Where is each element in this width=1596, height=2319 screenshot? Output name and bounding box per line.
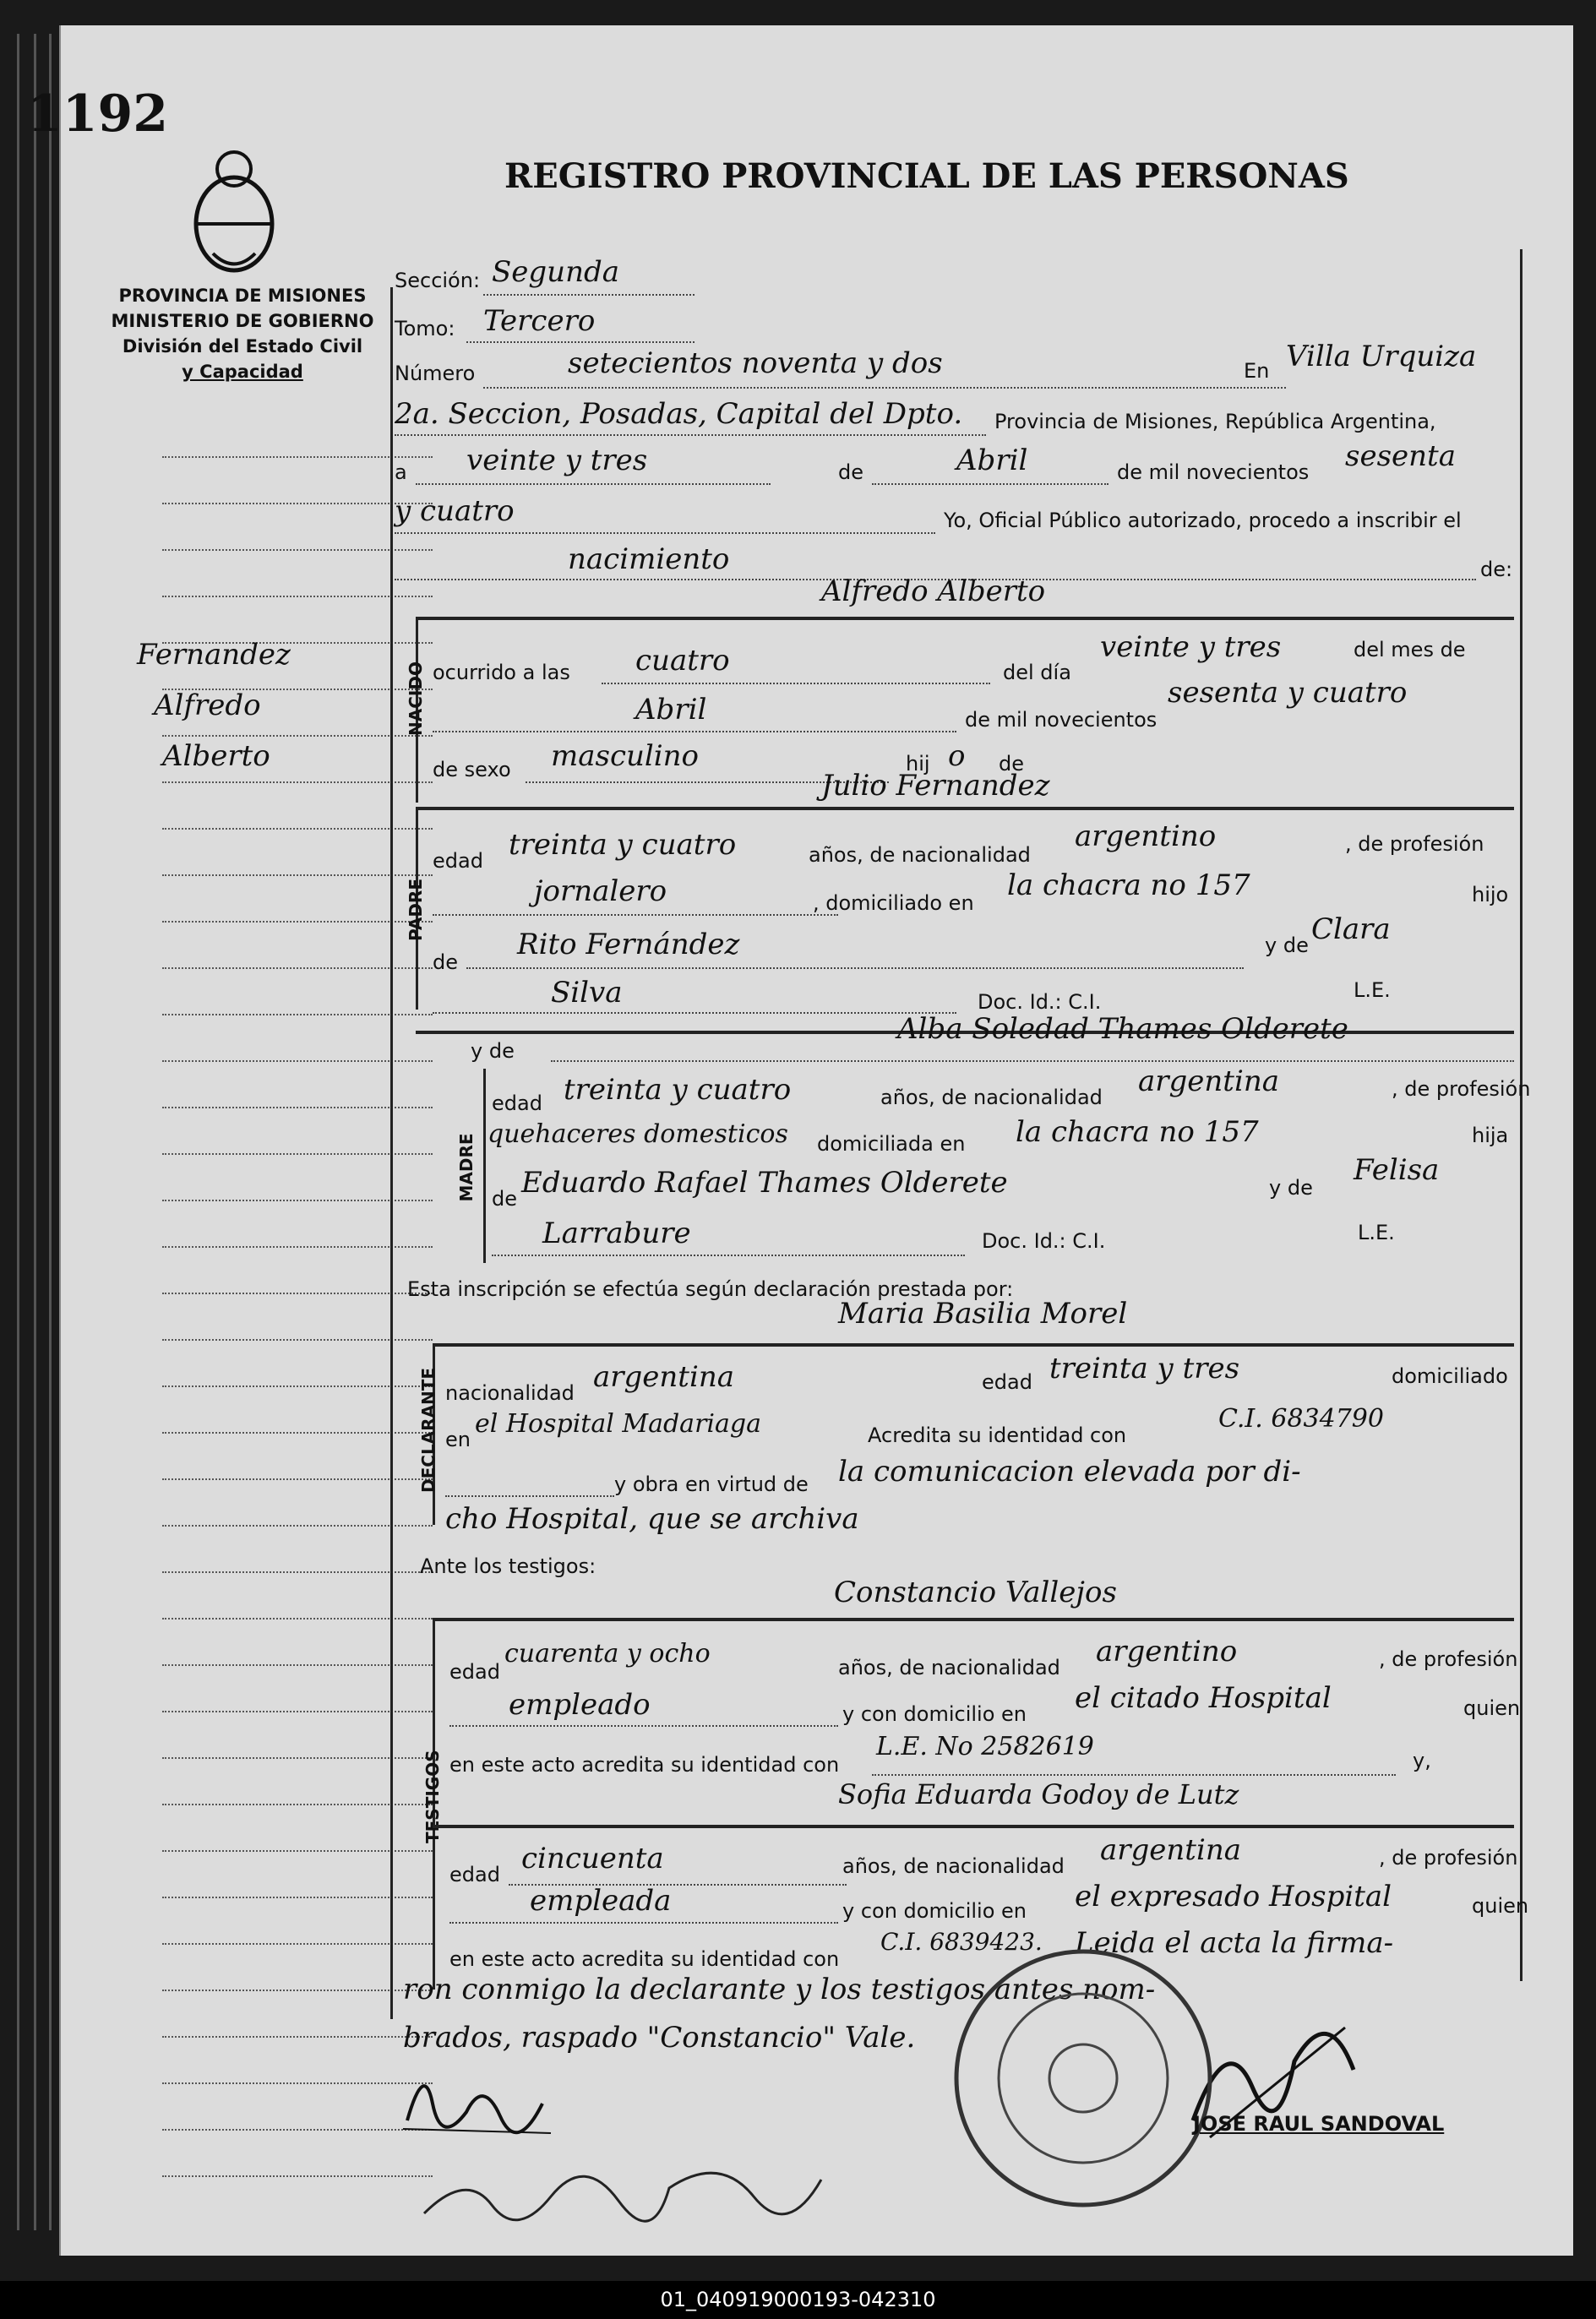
nacido-nombre: Alfredo Alberto (821, 574, 1046, 608)
closing-line-2: ron conmigo la declarante y los testigos antes nom- (403, 1973, 1156, 2006)
sexo-label: de sexo (433, 758, 511, 781)
profesion-label: , de profesión (1379, 1846, 1518, 1870)
documento-value: C.I. 6834790 (1218, 1404, 1384, 1434)
testigos-signature (416, 2137, 855, 2230)
virtud-value: la comunicacion elevada por di- (838, 1455, 1301, 1489)
column-border (1520, 249, 1522, 1981)
margin-surname: Fernandez (137, 638, 291, 672)
edad-value: treinta y cuatro (509, 828, 737, 862)
office-line: PROVINCIA DE MISIONES (118, 286, 367, 306)
dotted-rule (449, 1725, 838, 1727)
hija-label: hija (1472, 1124, 1509, 1147)
abuela-value: Felisa (1354, 1153, 1440, 1187)
tomo-label: Tomo: (395, 317, 455, 340)
section-rule (433, 1618, 1514, 1621)
footer-code: 01_040919000193-042310 (660, 2288, 936, 2311)
nacionalidad-label: nacionalidad (445, 1381, 575, 1405)
edad-label: edad (449, 1660, 500, 1684)
domicilio-label: , domiciliado en (813, 891, 974, 915)
domicilio-value: la chacra no 157 (1016, 1115, 1259, 1149)
doc-label: Doc. Id.: C.I. (982, 1229, 1106, 1253)
tomo-value: Tercero (483, 304, 596, 338)
closing-line-3: brados, raspado "Constancio" Vale. (403, 2021, 916, 2055)
declarante-nombre: Maria Basilia Morel (838, 1297, 1128, 1331)
profesion-label: , de profesión (1345, 832, 1484, 856)
coat-of-arms-icon (188, 144, 281, 279)
documento-value: L.E. No 2582619 (876, 1732, 1094, 1761)
margin-rule (162, 2036, 433, 2038)
oficial-text: Yo, Oficial Público autorizado, procedo a inscribir el (944, 509, 1462, 532)
domicilio-value: la chacra no 157 (1007, 868, 1250, 902)
profesion-value: jornalero (534, 874, 667, 908)
a-label: a (395, 460, 407, 484)
dotted-rule (433, 731, 956, 732)
domiciliado-label: domiciliado (1392, 1364, 1508, 1388)
nacionalidad-value: argentina (1100, 1833, 1242, 1867)
domicilio-value: el citado Hospital (1075, 1681, 1332, 1715)
padre-nombre: Julio Fernandez (821, 769, 1050, 803)
domicilio-value: el expresado Hospital (1075, 1880, 1392, 1913)
nacionalidad-value: argentino (1096, 1635, 1238, 1668)
edad-label: edad (982, 1370, 1032, 1394)
hij-label: hij (906, 752, 930, 776)
anos-nac-label: años, de nacionalidad (880, 1086, 1103, 1109)
office-line: División del Estado Civil (122, 336, 363, 357)
abuela-value: Clara (1311, 912, 1391, 946)
abuela-continued: Larrabure (542, 1217, 691, 1250)
testigo-2-nombre: Sofia Eduarda Godoy de Lutz (838, 1778, 1239, 1810)
edad-value: treinta y tres (1049, 1352, 1240, 1385)
domicilio-label: y con domicilio en (842, 1702, 1027, 1726)
abuela-continued: Silva (551, 976, 623, 1010)
edad-value: treinta y cuatro (564, 1073, 792, 1107)
document-page (27, 25, 1573, 2256)
numero-label: Número (395, 362, 476, 385)
dotted-rule (449, 1922, 838, 1924)
hora-value: cuatro (635, 644, 730, 678)
edad-value: cincuenta (521, 1842, 664, 1875)
page-edge (17, 34, 19, 2230)
abuelo-value: Eduardo Rafael Thames Olderete (521, 1166, 1008, 1200)
official-seal-stamp (948, 1943, 1218, 2213)
dia-value: veinte y tres (466, 444, 648, 477)
dotted-rule (433, 1012, 956, 1014)
nacionalidad-value: argentina (1138, 1064, 1280, 1098)
office-block (103, 283, 382, 384)
anos-nac-label: años, de nacionalidad (838, 1656, 1060, 1679)
record-number: 1192 (27, 84, 168, 144)
mes-label: del mes de (1354, 638, 1466, 661)
nacionalidad-value: argentina (593, 1360, 735, 1394)
mes-value: Abril (635, 693, 707, 727)
provincia-text: Provincia de Misiones, República Argentina, (994, 410, 1436, 433)
document-title: REGISTRO PROVINCIAL DE LAS PERSONAS (504, 156, 1349, 196)
dia-value: veinte y tres (1100, 630, 1282, 664)
de-label: de (433, 950, 458, 974)
de-label: de (492, 1187, 517, 1211)
y-de-label: y de (1269, 1176, 1313, 1200)
dotted-rule (445, 1495, 614, 1497)
obra-label: y obra en virtud de (614, 1473, 809, 1496)
official-name: JOSE RAUL SANDOVAL (1193, 2112, 1445, 2136)
madre-nombre: Alba Soledad Thames Olderete (897, 1012, 1348, 1046)
dotted-rule (395, 532, 935, 534)
acredita-label: en este acto acredita su identidad con (449, 1947, 840, 1971)
virtud-continued: cho Hospital, que se archiva (445, 1502, 859, 1536)
margin-rule (162, 2082, 433, 2084)
testigos-intro: Ante los testigos: (420, 1554, 596, 1578)
dotted-rule (466, 967, 1244, 969)
lugar-value: Villa Urquiza (1286, 340, 1477, 373)
profesion-label: , de profesión (1392, 1077, 1531, 1101)
office-line: y Capacidad (182, 362, 303, 382)
hij-value: o (948, 739, 966, 773)
testigos-section-label: TESTIGOS (422, 1750, 443, 1843)
acto-value: nacimiento (568, 542, 730, 576)
closing-line-1: Leida el acta la firma- (1075, 1926, 1394, 1960)
de-colon-label: de: (1480, 558, 1513, 581)
dotted-rule (395, 434, 986, 436)
section-rule (416, 617, 1514, 620)
dotted-rule (483, 387, 1286, 389)
margin-rule (162, 2129, 433, 2131)
dotted-rule (872, 483, 1108, 485)
edad-label: edad (492, 1091, 542, 1115)
office-line: MINISTERIO DE GOBIERNO (111, 311, 374, 331)
anio-value: sesenta y cuatro (1168, 676, 1408, 710)
nacionalidad-value: argentino (1075, 819, 1217, 853)
anos-nac-label: años, de nacionalidad (809, 843, 1031, 867)
le-label: L.E. (1358, 1221, 1395, 1244)
madre-section-label: MADRE (456, 1133, 477, 1202)
dotted-rule (551, 1060, 1514, 1062)
testigo-1-nombre: Constancio Vallejos (834, 1576, 1117, 1609)
declarante-section-label: DECLARANTE (418, 1367, 438, 1493)
numero-value: setecientos noventa y dos (568, 346, 943, 380)
en-label: en (445, 1428, 471, 1451)
quien-label: quien (1463, 1696, 1521, 1720)
le-label: L.E. (1354, 978, 1391, 1002)
padre-section-label: PADRE (406, 879, 426, 941)
section-rule (416, 807, 1514, 810)
domicilio-label: y con domicilio en (842, 1899, 1027, 1923)
column-border (390, 287, 393, 2019)
declarante-intro: Esta inscripción se efectúa según declaración prestada por: (407, 1277, 1014, 1301)
hijo-label: hijo (1472, 883, 1509, 906)
profesion-value: empleada (530, 1884, 672, 1918)
anio-value: sesenta (1345, 439, 1456, 473)
dotted-rule (433, 914, 838, 916)
page-edge (49, 34, 52, 2230)
section-rule (433, 1343, 1514, 1347)
doc-label: Doc. Id.: C.I. (978, 990, 1102, 1014)
dotted-rule (602, 683, 990, 684)
seccion-value: Segunda (492, 255, 620, 289)
acredita-label: Acredita su identidad con (868, 1424, 1127, 1447)
section-rule (433, 1825, 1514, 1828)
dotted-rule (466, 341, 695, 343)
y-label: y, (1413, 1749, 1431, 1772)
section-bracket (483, 1069, 486, 1263)
y-de-label: y de (471, 1039, 515, 1063)
nacido-section-label: NACIDO (406, 661, 426, 736)
dia-label: del día (1003, 661, 1071, 684)
anio-continued: y cuatro (395, 494, 515, 528)
edad-value: cuarenta y ocho (504, 1639, 711, 1668)
y-de-label: y de (1265, 934, 1309, 957)
margin-middle-name: Alberto (162, 739, 270, 773)
margin-rule (162, 2175, 433, 2177)
footer-bar (0, 2281, 1596, 2319)
anio-label: de mil novecientos (965, 708, 1158, 732)
seccion-label: Sección: (395, 269, 481, 292)
quien-label: quien (1472, 1894, 1529, 1918)
domicilio-value: el Hospital Madariaga (475, 1409, 761, 1439)
dotted-rule (872, 1774, 1396, 1776)
abuelo-value: Rito Fernández (517, 928, 740, 961)
edad-label: edad (433, 849, 483, 873)
domicilio-label: domiciliada en (817, 1132, 966, 1156)
acredita-label: en este acto acredita su identidad con (449, 1753, 840, 1777)
dotted-rule (416, 483, 771, 485)
hora-label: ocurrido a las (433, 661, 570, 684)
mes-value: Abril (956, 444, 1028, 477)
profesion-value: quehaceres domesticos (488, 1119, 788, 1149)
anio-label: de mil novecientos (1117, 460, 1310, 484)
page-edge (34, 34, 36, 2230)
dotted-rule (483, 294, 695, 296)
dotted-rule (492, 1255, 965, 1256)
edad-label: edad (449, 1863, 500, 1886)
en-label: En (1244, 359, 1270, 383)
de-label: de (999, 752, 1024, 776)
sexo-value: masculino (551, 739, 700, 773)
lugar-continued: 2a. Seccion, Posadas, Capital del Dpto. (395, 397, 963, 431)
margin-first-name: Alfredo (154, 689, 261, 722)
profesion-label: , de profesión (1379, 1647, 1518, 1671)
anos-nac-label: años, de nacionalidad (842, 1854, 1065, 1878)
de-label: de (838, 460, 863, 484)
documento-value: C.I. 6839423. (880, 1928, 1043, 1956)
profesion-value: empleado (509, 1688, 651, 1722)
